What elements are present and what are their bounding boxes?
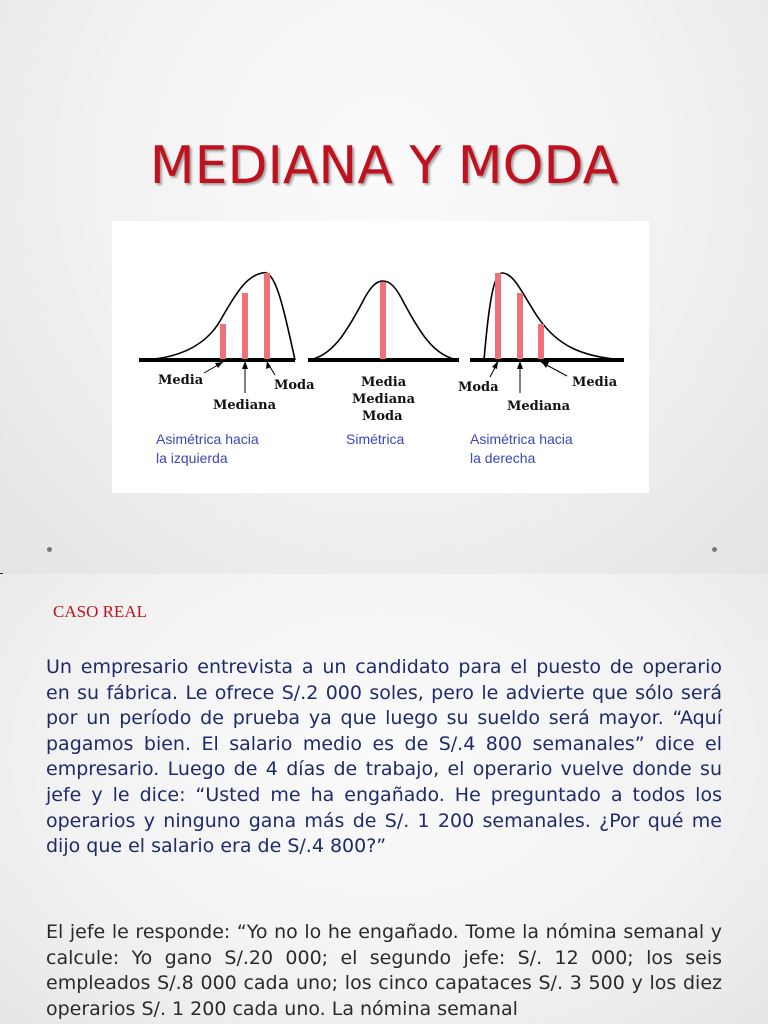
right-caption-line2: la derecha [470,450,536,466]
center-bar [380,282,386,359]
center-mediana-label: Mediana [352,392,415,407]
center-moda-label: Moda [362,409,403,424]
slide-corner-dot-left [47,547,52,552]
case-label: CASO REAL [53,602,147,621]
right-curve [484,273,624,360]
left-curve [139,273,295,360]
right-moda-label: Moda [458,380,499,395]
right-caption-line1: Asimétrica hacia [470,431,573,447]
left-caption-line1: Asimétrica hacia [156,431,259,447]
case-paragraph-2: El jefe le responde: “Yo no lo he engañado. Tome la nómina semanal y calcule: Yo gano S/.20 000; el segundo jefe: S/. 12 000; los seis empleados S/.8 000 cada uno; los cinco capataces S/. 3 500 y los diez operarios S/. 1 200 cada uno. La nómina semanal [46,921,722,1020]
right-mediana-label: Mediana [507,399,570,414]
case-paragraph-1: Un empresario entrevista a un candidato para el puesto de operario en su fábrica. Le ofrece S/.2 000 soles, pero le advierte que sólo será por un período de prueba ya que luego su sueldo será mayor. “Aquí pagamos bien. El salario medio es de S/.4 800 semanales” dice el empresario. Luego de 4 días de trabajo, el operario vuelve donde su jefe y le dice: “Usted me ha engañado. He preguntado a todos los operarios y ninguno gana más de S/. 1 200 semanales. ¿Por qué me dijo que el salario era de S/.4 800?” [46,656,722,858]
left-moda-bar [264,273,270,359]
left-caption [156,430,259,468]
left-media-label: Media [158,373,204,388]
symmetric-distribution [308,281,459,360]
right-moda-bar [495,273,501,359]
right-media-label: Media [572,375,618,390]
right-mediana-bar [517,293,523,359]
left-caption-line2: la izquierda [156,450,228,466]
left-moda-label: Moda [274,378,315,393]
slide-title: MEDIANA Y MODA [149,136,619,196]
slide-corner-dot-right [712,547,717,552]
right-media-bar [538,324,544,359]
skewness-figure [112,221,649,493]
center-caption: Simétrica [346,431,405,447]
center-media-label: Media [361,375,407,390]
left-media-bar [220,324,226,359]
left-mediana-bar [242,293,248,359]
right-caption [470,430,573,468]
left-mediana-label: Mediana [213,398,276,413]
